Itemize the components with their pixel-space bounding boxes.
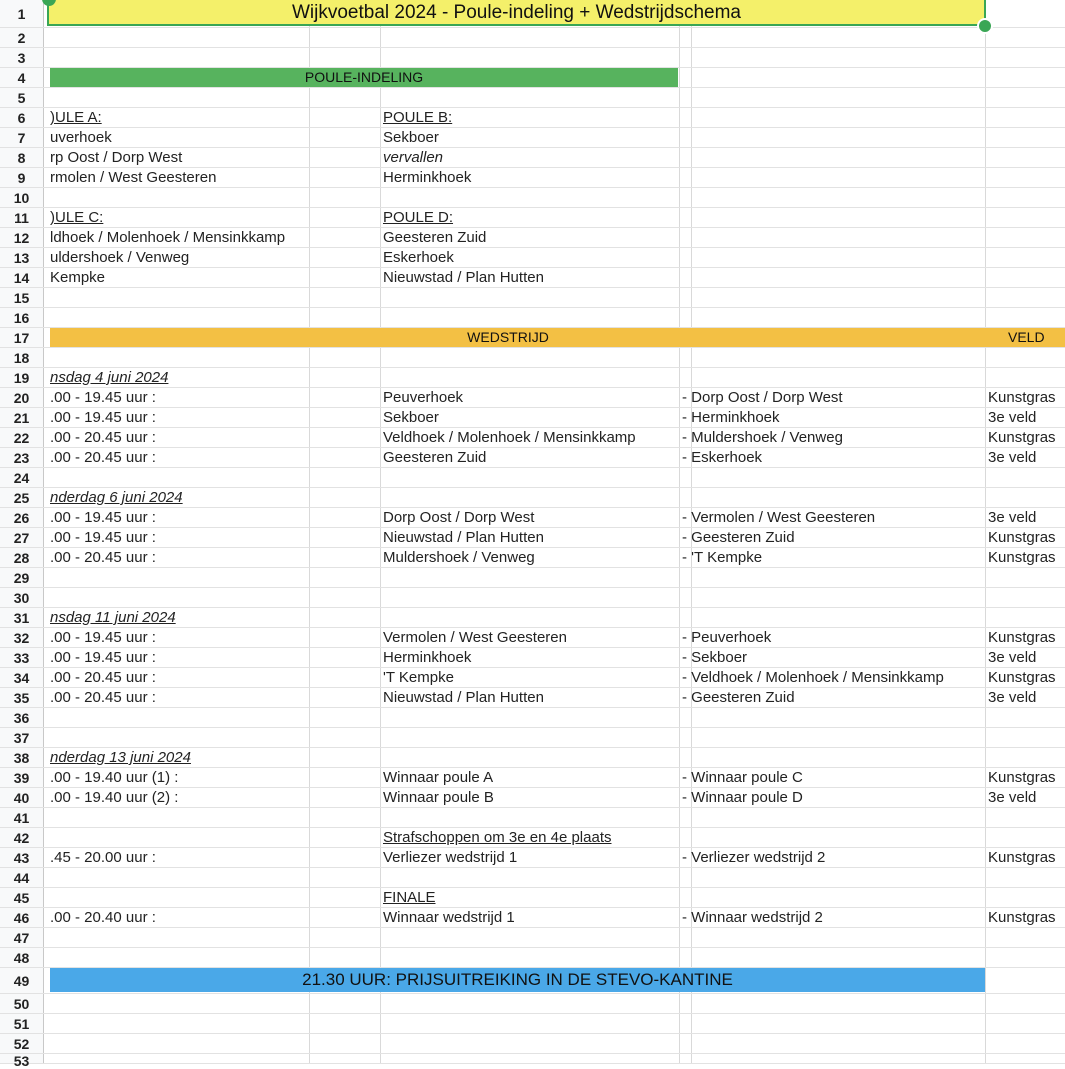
row-header[interactable]: 22 <box>0 428 44 447</box>
match-home-team[interactable]: Nieuwstad / Plan Hutten <box>383 689 544 706</box>
row-header[interactable]: 46 <box>0 908 44 927</box>
row-header[interactable]: 33 <box>0 648 44 667</box>
poule-b-team[interactable]: Herminkhoek <box>383 169 472 186</box>
match-time[interactable]: .00 - 20.45 uur : <box>50 669 156 686</box>
row-header[interactable]: 4 <box>0 68 44 87</box>
penalties-label[interactable]: Strafschoppen om 3e en 4e plaats <box>383 829 612 846</box>
sheet-row-17[interactable] <box>0 328 1065 348</box>
match-away-team[interactable]: - Winnaar poule C <box>682 769 803 786</box>
match-time[interactable]: .00 - 19.45 uur : <box>50 529 156 546</box>
poule-header-band[interactable] <box>50 68 678 87</box>
sheet-row-44[interactable] <box>0 868 1065 888</box>
poule-a-title[interactable]: )ULE A: <box>50 109 102 126</box>
sheet-row-40[interactable] <box>0 788 1065 808</box>
sheet-row-51[interactable] <box>0 1014 1065 1034</box>
match-day-label[interactable]: nderdag 6 juni 2024 <box>50 489 183 506</box>
sheet-row-21[interactable] <box>0 408 1065 428</box>
sheet-title: Wijkvoetbal 2024 - Poule-indeling + Wedstrijdschema <box>291 2 741 23</box>
sheet-row-32[interactable] <box>0 628 1065 648</box>
row-header[interactable]: 31 <box>0 608 44 627</box>
match-field[interactable]: Kunstgras <box>988 629 1056 646</box>
sheet-row-3[interactable] <box>0 48 1065 68</box>
match-field[interactable]: 3e veld <box>988 789 1037 806</box>
match-home-team[interactable]: Vermolen / West Geesteren <box>383 629 567 646</box>
match-field[interactable]: Kunstgras <box>988 909 1056 926</box>
poule-a-team[interactable]: rmolen / West Geesteren <box>50 169 217 186</box>
row-header[interactable]: 8 <box>0 148 44 167</box>
sheet-row-45[interactable] <box>0 888 1065 908</box>
row-header[interactable]: 47 <box>0 928 44 947</box>
sheet-row-33[interactable] <box>0 648 1065 668</box>
row-header[interactable]: 41 <box>0 808 44 827</box>
poule-d-team[interactable]: Geesteren Zuid <box>383 229 487 246</box>
row-header[interactable]: 28 <box>0 548 44 567</box>
match-column-header: WEDSTRIJD <box>467 329 549 345</box>
match-home-team[interactable]: Winnaar poule A <box>383 769 494 786</box>
match-time[interactable]: .00 - 19.40 uur (2) : <box>50 789 179 806</box>
match-time[interactable]: .00 - 19.40 uur (1) : <box>50 769 179 786</box>
row-header[interactable]: 36 <box>0 708 44 727</box>
poule-c-title[interactable]: )ULE C: <box>50 209 104 226</box>
match-away-team[interactable]: - Eskerhoek <box>682 449 763 466</box>
match-away-team[interactable]: - Verliezer wedstrijd 2 <box>682 849 826 866</box>
sheet-row-53[interactable] <box>0 1053 1065 1069</box>
match-home-team[interactable]: Muldershoek / Venweg <box>383 549 535 566</box>
final-label[interactable]: FINALE <box>383 889 436 906</box>
sheet-row-34[interactable] <box>0 668 1065 688</box>
match-day-label[interactable]: nderdag 13 juni 2024 <box>50 749 191 766</box>
match-home-team[interactable]: Verliezer wedstrijd 1 <box>383 849 518 866</box>
row-header[interactable]: 45 <box>0 888 44 907</box>
sheet-row-4[interactable] <box>0 68 1065 88</box>
match-time[interactable]: .00 - 20.45 uur : <box>50 429 156 446</box>
sheet-row-42[interactable] <box>0 828 1065 848</box>
row-header[interactable]: 1 <box>0 0 44 27</box>
sheet-row-43[interactable] <box>0 848 1065 868</box>
match-away-team[interactable]: - Peuverhoek <box>682 629 772 646</box>
sheet-row-25[interactable] <box>0 488 1065 508</box>
sheet-row-48[interactable] <box>0 948 1065 968</box>
row-header[interactable]: 51 <box>0 1014 44 1033</box>
sheet-row-2[interactable] <box>0 28 1065 48</box>
sheet-row-1[interactable] <box>0 0 1065 28</box>
match-home-team[interactable]: Dorp Oost / Dorp West <box>383 509 535 526</box>
sheet-row-23[interactable] <box>0 448 1065 468</box>
row-header[interactable]: 48 <box>0 948 44 967</box>
sheet-row-36[interactable] <box>0 708 1065 728</box>
sheet-row-8[interactable] <box>0 148 1065 168</box>
match-away-team[interactable]: - Dorp Oost / Dorp West <box>682 389 843 406</box>
row-header[interactable]: 40 <box>0 788 44 807</box>
sheet-row-41[interactable] <box>0 808 1065 828</box>
sheet-row-6[interactable] <box>0 108 1065 128</box>
row-header[interactable]: 5 <box>0 88 44 107</box>
sheet-row-52[interactable] <box>0 1034 1065 1054</box>
row-header[interactable]: 12 <box>0 228 44 247</box>
sheet-row-15[interactable] <box>0 288 1065 308</box>
sheet-row-30[interactable] <box>0 588 1065 608</box>
row-header[interactable]: 39 <box>0 768 44 787</box>
match-away-team[interactable]: - Herminkhoek <box>682 409 780 426</box>
prize-ceremony-band[interactable] <box>50 968 985 992</box>
row-header[interactable]: 27 <box>0 528 44 547</box>
sheet-row-39[interactable] <box>0 768 1065 788</box>
match-away-team[interactable]: - Sekboer <box>682 649 748 666</box>
row-header[interactable]: 16 <box>0 308 44 327</box>
row-header[interactable]: 53 <box>0 1054 44 1063</box>
sheet-row-26[interactable] <box>0 508 1065 528</box>
row-header[interactable]: 35 <box>0 688 44 707</box>
sheet-row-9[interactable] <box>0 168 1065 188</box>
sheet-row-24[interactable] <box>0 468 1065 488</box>
sheet-row-46[interactable] <box>0 908 1065 928</box>
match-away-team[interactable]: - Muldershoek / Venweg <box>682 429 843 446</box>
sheet-row-49[interactable] <box>0 968 1065 994</box>
row-header[interactable]: 6 <box>0 108 44 127</box>
row-header[interactable]: 32 <box>0 628 44 647</box>
match-away-team[interactable]: - 'T Kempke <box>682 549 763 566</box>
match-field[interactable]: Kunstgras <box>988 549 1056 566</box>
row-header[interactable]: 14 <box>0 268 44 287</box>
row-header[interactable]: 26 <box>0 508 44 527</box>
row-header[interactable]: 43 <box>0 848 44 867</box>
row-header[interactable]: 7 <box>0 128 44 147</box>
row-header[interactable]: 52 <box>0 1034 44 1053</box>
sheet-row-50[interactable] <box>0 994 1065 1014</box>
poule-c-team[interactable]: Kempke <box>50 269 106 286</box>
poule-b-team[interactable]: vervallen <box>383 149 444 166</box>
sheet-row-7[interactable] <box>0 128 1065 148</box>
match-field[interactable]: Kunstgras <box>988 669 1056 686</box>
title-cell[interactable] <box>47 0 986 26</box>
row-header[interactable]: 18 <box>0 348 44 367</box>
sheet-row-37[interactable] <box>0 728 1065 748</box>
match-away-team[interactable]: - Vermolen / West Geesteren <box>682 509 876 526</box>
row-header[interactable]: 9 <box>0 168 44 187</box>
sheet-row-22[interactable] <box>0 428 1065 448</box>
match-field[interactable]: 3e veld <box>988 509 1037 526</box>
match-day-label[interactable]: nsdag 4 juni 2024 <box>50 369 169 386</box>
match-time[interactable]: .00 - 19.45 uur : <box>50 629 156 646</box>
sheet-row-5[interactable] <box>0 88 1065 108</box>
row-header[interactable]: 10 <box>0 188 44 207</box>
row-header[interactable]: 13 <box>0 248 44 267</box>
match-away-team[interactable]: - Winnaar poule D <box>682 789 803 806</box>
poule-c-team[interactable]: ldhoek / Molenhoek / Mensinkkamp <box>50 229 286 246</box>
sheet-row-16[interactable] <box>0 308 1065 328</box>
row-header[interactable]: 21 <box>0 408 44 427</box>
sheet-row-18[interactable] <box>0 348 1065 368</box>
match-field[interactable]: 3e veld <box>988 649 1037 666</box>
row-header[interactable]: 3 <box>0 48 44 67</box>
row-header[interactable]: 38 <box>0 748 44 767</box>
match-field[interactable]: 3e veld <box>988 449 1037 466</box>
match-time[interactable]: .00 - 19.45 uur : <box>50 389 156 406</box>
poule-a-team[interactable]: uverhoek <box>50 129 112 146</box>
row-header[interactable]: 2 <box>0 28 44 47</box>
poule-d-team[interactable]: Eskerhoek <box>383 249 454 266</box>
match-away-team[interactable]: - Winnaar wedstrijd 2 <box>682 909 823 926</box>
match-field[interactable]: 3e veld <box>988 409 1037 426</box>
sheet-row-35[interactable] <box>0 688 1065 708</box>
match-field[interactable]: 3e veld <box>988 689 1037 706</box>
match-home-team[interactable]: Winnaar poule B <box>383 789 494 806</box>
match-time[interactable]: .00 - 20.40 uur : <box>50 909 156 926</box>
poule-b-team[interactable]: Sekboer <box>383 129 439 146</box>
sheet-row-28[interactable] <box>0 548 1065 568</box>
match-away-team[interactable]: - Veldhoek / Molenhoek / Mensinkkamp <box>682 669 944 686</box>
row-header[interactable]: 23 <box>0 448 44 467</box>
row-header[interactable]: 25 <box>0 488 44 507</box>
row-header[interactable]: 44 <box>0 868 44 887</box>
row-header[interactable]: 15 <box>0 288 44 307</box>
match-away-team[interactable]: - Geesteren Zuid <box>682 689 795 706</box>
row-header[interactable]: 19 <box>0 368 44 387</box>
poule-b-title[interactable]: POULE B: <box>383 109 453 126</box>
row-header[interactable]: 34 <box>0 668 44 687</box>
sheet-row-14[interactable] <box>0 268 1065 288</box>
row-header[interactable]: 17 <box>0 328 44 347</box>
sheet-row-11[interactable] <box>0 208 1065 228</box>
match-time[interactable]: .00 - 20.45 uur : <box>50 549 156 566</box>
row-header[interactable]: 42 <box>0 828 44 847</box>
sheet-row-19[interactable] <box>0 368 1065 388</box>
sheet-row-29[interactable] <box>0 568 1065 588</box>
poule-d-team[interactable]: Nieuwstad / Plan Hutten <box>383 269 544 286</box>
poule-a-team[interactable]: rp Oost / Dorp West <box>50 149 183 166</box>
row-header[interactable]: 29 <box>0 568 44 587</box>
match-field[interactable]: Kunstgras <box>988 389 1056 406</box>
row-header[interactable]: 30 <box>0 588 44 607</box>
match-time[interactable]: .00 - 20.45 uur : <box>50 449 156 466</box>
poule-d-title[interactable]: POULE D: <box>383 209 454 226</box>
match-time[interactable]: .00 - 19.45 uur : <box>50 649 156 666</box>
match-field[interactable]: Kunstgras <box>988 769 1056 786</box>
match-field[interactable]: Kunstgras <box>988 429 1056 446</box>
match-home-team[interactable]: Peuverhoek <box>383 389 464 406</box>
field-column-header: VELD <box>1008 329 1045 345</box>
row-header[interactable]: 24 <box>0 468 44 487</box>
match-field[interactable]: Kunstgras <box>988 529 1056 546</box>
sheet-row-10[interactable] <box>0 188 1065 208</box>
row-header[interactable]: 37 <box>0 728 44 747</box>
sheet-row-27[interactable] <box>0 528 1065 548</box>
row-header[interactable]: 11 <box>0 208 44 227</box>
sheet-row-13[interactable] <box>0 248 1065 268</box>
row-header[interactable]: 50 <box>0 994 44 1013</box>
match-field[interactable]: Kunstgras <box>988 849 1056 866</box>
match-away-team[interactable]: - Geesteren Zuid <box>682 529 795 546</box>
sheet-row-20[interactable] <box>0 388 1065 408</box>
match-home-team[interactable]: Winnaar wedstrijd 1 <box>383 909 515 926</box>
match-home-team[interactable]: Geesteren Zuid <box>383 449 487 466</box>
match-home-team[interactable]: Veldhoek / Molenhoek / Mensinkkamp <box>383 429 636 446</box>
sheet-row-12[interactable] <box>0 228 1065 248</box>
match-home-team[interactable]: Nieuwstad / Plan Hutten <box>383 529 544 546</box>
match-time[interactable]: .00 - 20.45 uur : <box>50 689 156 706</box>
sheet-row-31[interactable] <box>0 608 1065 628</box>
match-time[interactable]: .00 - 19.45 uur : <box>50 509 156 526</box>
match-home-team[interactable]: 'T Kempke <box>383 669 454 686</box>
match-time[interactable]: .45 - 20.00 uur : <box>50 849 156 866</box>
match-home-team[interactable]: Herminkhoek <box>383 649 472 666</box>
sheet-row-47[interactable] <box>0 928 1065 948</box>
match-home-team[interactable]: Sekboer <box>383 409 439 426</box>
match-time[interactable]: .00 - 19.45 uur : <box>50 409 156 426</box>
row-header[interactable]: 20 <box>0 388 44 407</box>
match-day-label[interactable]: nsdag 11 juni 2024 <box>50 609 176 626</box>
sheet-row-38[interactable] <box>0 748 1065 768</box>
poule-c-team[interactable]: uldershoek / Venweg <box>50 249 190 266</box>
poule-header-text: POULE-INDELING <box>304 69 424 85</box>
row-header[interactable]: 49 <box>0 968 44 993</box>
prize-ceremony-text: 21.30 UUR: PRIJSUITREIKING IN DE STEVO-KANTINE <box>302 970 733 989</box>
